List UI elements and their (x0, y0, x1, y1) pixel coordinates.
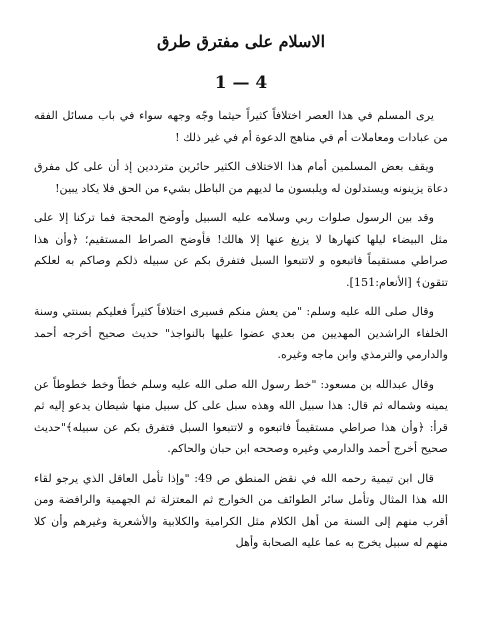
paragraph: وقال عبدالله بن مسعود: "خط رسول الله صلى الله عليه وسلم خطاً وخط خطوطاً عن يمينه وشماله ثم قال: هذا سبيل الله وهذه سبل على كل سبيل منها شيطان يدعو إليه ثم قرأ: ﴿وأن هذا صراطي مستقيماً فاتبعوه و لاتتبعوا السبل فتفرق بكم عن سبيله﴾"حديث صحيح أخرج أحمد والدارمي وغيره وصححه ابن حبان والحاكم. (34, 377, 448, 455)
paragraph: وقال صلى الله عليه وسلم: "من يعش منكم فسيرى اختلافاً كثيراً فعليكم بسنتي وسنة الخلفاء الراشدين المهديين من بعدي عضوا عليها بالنواجذ" حديث صحيح أخرجه أحمد والدارمي والترمذي وابن ماجه وغيره. (34, 305, 448, 361)
page-title: الاسلام على مفترق طرق (156, 32, 326, 51)
paragraph: ويقف بعض المسلمين أمام هذا الاختلاف الكثير حائرين مترددين إذ أن على كل مفرق دعاة يزينونه ويستدلون له ويلبسون ما لديهم من الباطل بشيء من الحق فلا يكاد يبين! (34, 160, 448, 195)
section-number: 4 — 1 (214, 73, 268, 93)
paragraph: قال ابن تيمية رحمه الله في نقض المنطق ص 49: "وإذا تأمل العاقل الذي يرجو لقاء الله هذا المثال وتأمل سائر الطوائف من الخوارج ثم المعتزلة ثم الجهمية والرافضة ومن أقرب منهم إلى السنة من أهل الكلام مثل الكرامية والكلابية والأشعرية وغيرهم وأن كلا منهم له سبيل يخرج به عما عليه الصحابة وأهل (34, 471, 448, 549)
paragraph: وقد بين الرسول صلوات ربي وسلامه عليه السبيل وأوضح المحجة فما تركنا إلا على مثل البيضاء ليلها كنهارها لا يزيغ عنها إلا هالك! فأوضح الصراط المستقيم؛ ﴿وأن هذا صراطي مستقيماً فاتبعوه و لاتتبعوا السبل فتفرق بكم عن سبيله ذلكم وصاكم به لعلكم تتقون﴾ [الأنعام:151]. (34, 211, 448, 289)
paragraph: يرى المسلم في هذا العصر اختلافاً كثيراً حيثما وجّه وجهه سواء في باب مسائل الفقه من عبادات ومعاملات أم في مناهج الدعوة أم في غير ذلك ! (34, 109, 448, 144)
